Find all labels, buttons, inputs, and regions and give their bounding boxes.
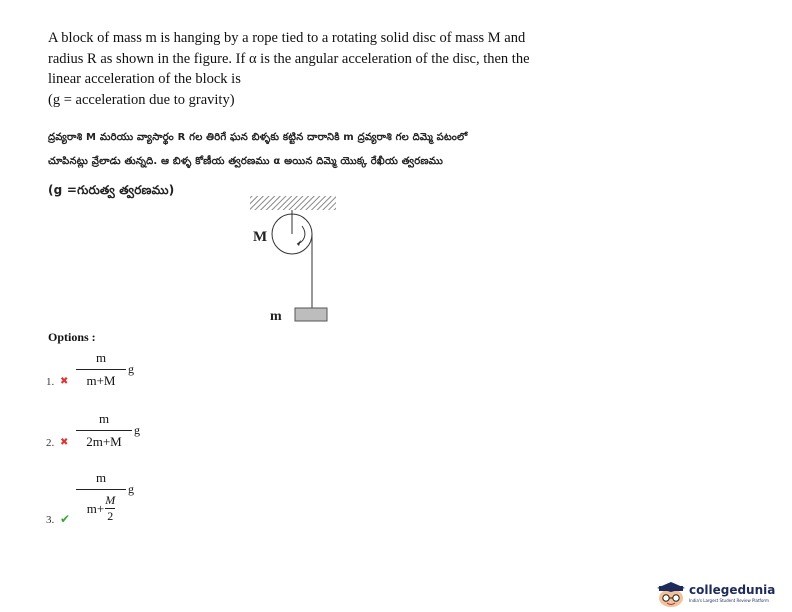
question-line: A block of mass m is hanging by a rope tied to a rotating solid disc of mass M and: [48, 30, 526, 46]
inner-numerator: M: [105, 493, 116, 507]
ceiling-support: [250, 196, 336, 210]
rotation-arrow-icon: [297, 226, 305, 244]
check-mark-icon: ✔: [60, 512, 71, 526]
fraction-denominator: 2m+M: [86, 434, 122, 449]
collegedunia-logo: [655, 582, 785, 608]
option-number: 1.: [46, 376, 55, 388]
telugu-line: ద్రవ్యరాశి M మరియు వ్యాసార్థం R గల తిరిగే ఘన బిళ్ళకు కట్టిన దారానికి m ద్రవ్యరాశి గల దిమ్మె పటంలో: [48, 132, 468, 143]
option-number: 2.: [46, 437, 55, 449]
telugu-line: (g =గురుత్వ త్వరణము): [48, 183, 175, 197]
brand-tagline: India's Largest Student Review Platform: [689, 598, 769, 603]
option-fraction: [76, 470, 126, 524]
inner-fraction: [105, 493, 115, 524]
fraction-denominator-prefix: m+: [86, 500, 105, 516]
question-line: linear acceleration of the block is: [48, 71, 241, 87]
brand-name: collegedunia: [689, 583, 776, 597]
question-line: (g = acceleration due to gravity): [48, 91, 235, 108]
question-text: [48, 28, 608, 110]
wrong-mark-icon: ✖: [60, 376, 69, 387]
fraction-numerator: m: [95, 470, 107, 485]
options-label: Options :: [48, 330, 96, 344]
fraction-denominator: m+M: [86, 373, 116, 388]
gravity-factor: g: [128, 362, 134, 376]
option-fraction: [76, 411, 132, 450]
telugu-line: చూపినట్లు వ్రేలాడు తున్నది. ఆ బిళ్ళ కోణీయ త్వరణము α అయిన దిమ్మె యొక్క రేఖీయ త్వరణము: [48, 156, 444, 167]
wrong-mark-icon: ✖: [60, 437, 69, 448]
block-label: m: [270, 309, 282, 324]
option-fraction: [76, 350, 126, 389]
block: [295, 308, 327, 321]
question-line: radius R as shown in the figure. If α is the angular acceleration of the disc, then the: [48, 50, 530, 67]
inner-denominator: 2: [107, 509, 114, 523]
option-number: 3.: [46, 514, 55, 526]
disc-label: M: [253, 229, 268, 245]
fraction-numerator: m: [98, 411, 110, 426]
gravity-factor: g: [134, 423, 140, 437]
fraction-numerator: m: [95, 350, 107, 365]
disc-block-figure: [240, 196, 350, 331]
gravity-factor: g: [128, 482, 134, 496]
mascot-icon: [655, 582, 687, 608]
